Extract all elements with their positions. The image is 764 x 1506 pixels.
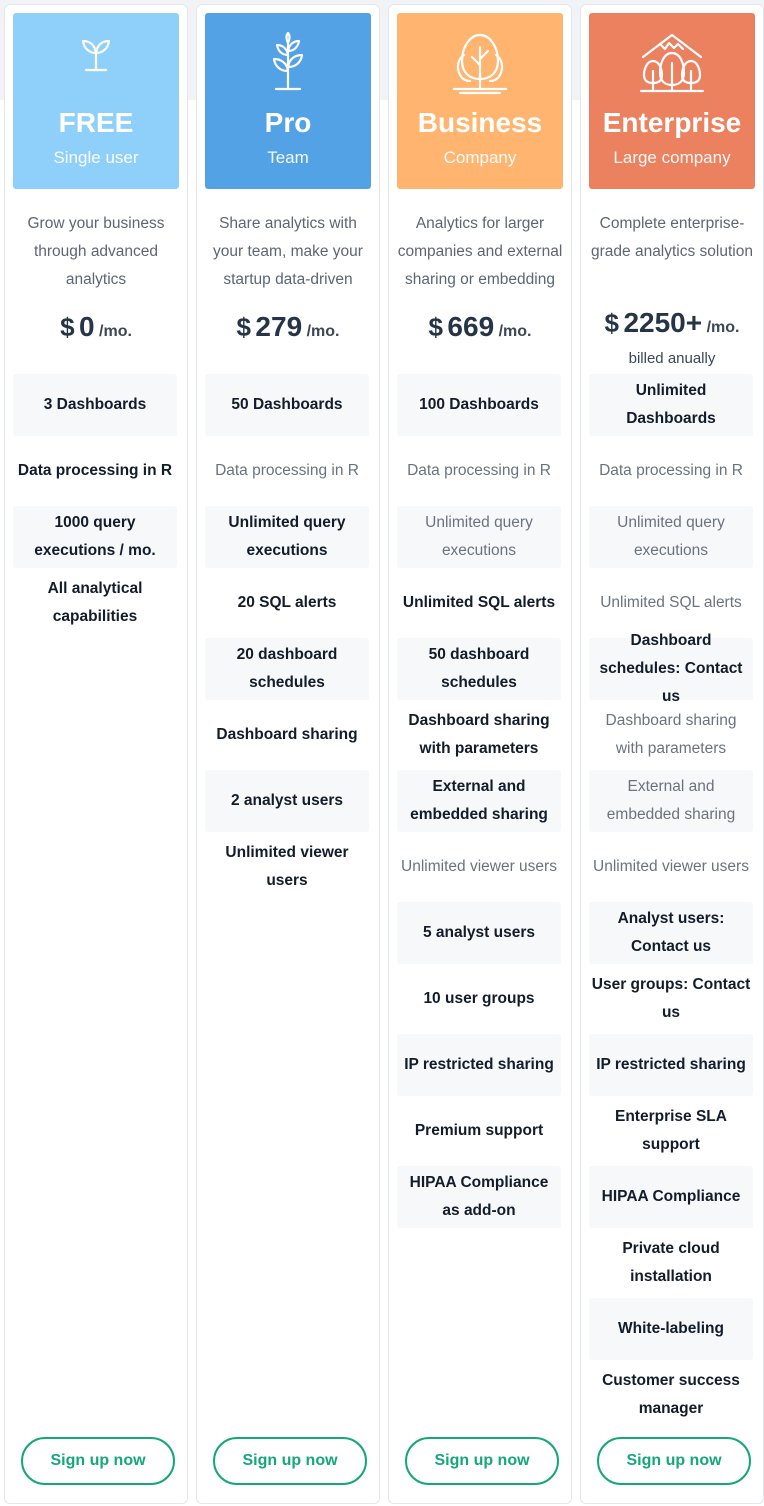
price-period: /mo. xyxy=(706,319,740,336)
plan-name: FREE xyxy=(58,107,134,138)
feature-item: 20 dashboard schedules xyxy=(205,638,369,700)
forest-mountain-icon xyxy=(637,31,707,97)
feature-item: Dashboard sharing xyxy=(216,726,358,743)
feature-item: 100 Dashboards xyxy=(397,374,561,436)
feature-item: Unlimited query executions xyxy=(589,506,753,568)
plan-description: Complete enterprise-grade analytics solution xyxy=(591,215,753,260)
plan-price xyxy=(197,311,379,343)
sprout-icon xyxy=(76,31,116,75)
feature-item: Data processing in R xyxy=(407,462,551,479)
feature-item: Unlimited query executions xyxy=(205,506,369,568)
price-currency: $ xyxy=(604,308,620,338)
feature-item: 2 analyst users xyxy=(205,770,369,832)
plant-icon xyxy=(266,31,310,93)
plan-header xyxy=(13,13,179,189)
plan-card-enterprise xyxy=(580,4,764,1504)
feature-item: HIPAA Compliance as add-on xyxy=(397,1166,561,1228)
price-amount: 2250+ xyxy=(623,307,703,338)
feature-item: Dashboard schedules: Contact us xyxy=(589,638,753,700)
price-period: /mo. xyxy=(99,323,132,340)
plan-subtitle: Company xyxy=(443,148,517,167)
price-period: /mo. xyxy=(498,323,532,340)
feature-item: Data processing in R xyxy=(599,462,743,479)
feature-item: Unlimited viewer users xyxy=(225,844,349,889)
plan-header xyxy=(589,13,755,189)
plan-header xyxy=(397,13,563,189)
plan-name: Enterprise xyxy=(602,107,742,138)
feature-item: Premium support xyxy=(414,1122,544,1139)
feature-item: 50 Dashboards xyxy=(205,374,369,436)
price-period: /mo. xyxy=(306,323,340,340)
plan-price xyxy=(389,311,571,343)
price-currency: $ xyxy=(60,312,75,342)
sign-up-button[interactable]: Sign up now xyxy=(213,1437,367,1485)
feature-item: Data processing in R xyxy=(215,462,359,479)
feature-item: Unlimited viewer users xyxy=(593,858,749,875)
feature-item: All analytical capabilities xyxy=(47,580,143,625)
plan-card-free xyxy=(4,4,188,1504)
feature-item: Data processing in R xyxy=(17,462,173,479)
feature-item: 1000 query executions / mo. xyxy=(13,506,177,568)
plan-card-pro xyxy=(196,4,380,1504)
feature-item: IP restricted sharing xyxy=(589,1034,753,1096)
billing-note: billed anually xyxy=(628,350,716,367)
plan-card-business xyxy=(388,4,572,1504)
price-currency: $ xyxy=(428,312,443,342)
sign-up-button[interactable]: Sign up now xyxy=(21,1437,175,1485)
tree-icon xyxy=(450,31,510,95)
feature-item: Unlimited SQL alerts xyxy=(600,594,742,611)
plan-subtitle: Large company xyxy=(613,148,731,167)
feature-item: External and embedded sharing xyxy=(397,770,561,832)
feature-item: 10 user groups xyxy=(423,990,535,1007)
plan-subtitle: Team xyxy=(267,148,309,167)
feature-item: Dashboard sharing with parameters xyxy=(408,712,550,757)
feature-item: Analyst users: Contact us xyxy=(589,902,753,964)
feature-item: 5 analyst users xyxy=(397,902,561,964)
feature-item: Unlimited Dashboards xyxy=(589,374,753,436)
plan-header xyxy=(205,13,371,189)
price-amount: 0 xyxy=(79,311,95,342)
pricing-table xyxy=(4,4,764,1506)
plan-description: Analytics for larger companies and external sharing or embedding xyxy=(397,215,563,288)
feature-item: White-labeling xyxy=(589,1298,753,1360)
price-currency: $ xyxy=(236,312,251,342)
feature-item: HIPAA Compliance xyxy=(589,1166,753,1228)
price-amount: 279 xyxy=(255,311,303,342)
plan-description: Share analytics with your team, make your startup data-driven xyxy=(213,215,363,288)
plan-description: Grow your business through advanced analytics xyxy=(27,215,165,288)
feature-item: Private cloud installation xyxy=(622,1240,720,1285)
plan-price xyxy=(5,311,187,343)
feature-item: Customer success manager xyxy=(602,1372,740,1417)
feature-item: Unlimited query executions xyxy=(397,506,561,568)
feature-item: User groups: Contact us xyxy=(591,976,751,1021)
feature-item: Dashboard sharing with parameters xyxy=(605,712,737,757)
sign-up-button[interactable]: Sign up now xyxy=(597,1437,751,1485)
plan-name: Pro xyxy=(264,107,312,138)
plan-subtitle: Single user xyxy=(53,148,139,167)
feature-item: 50 dashboard schedules xyxy=(397,638,561,700)
feature-item: 20 SQL alerts xyxy=(237,594,337,611)
plan-price xyxy=(581,307,763,339)
feature-item: External and embedded sharing xyxy=(589,770,753,832)
sign-up-button[interactable]: Sign up now xyxy=(405,1437,559,1485)
feature-item: Unlimited viewer users xyxy=(401,858,557,875)
feature-item: 3 Dashboards xyxy=(13,374,177,436)
feature-item: Enterprise SLA support xyxy=(615,1108,727,1153)
feature-item: IP restricted sharing xyxy=(397,1034,561,1096)
feature-item: Unlimited SQL alerts xyxy=(402,594,556,611)
price-amount: 669 xyxy=(447,311,495,342)
plan-name: Business xyxy=(417,107,543,138)
